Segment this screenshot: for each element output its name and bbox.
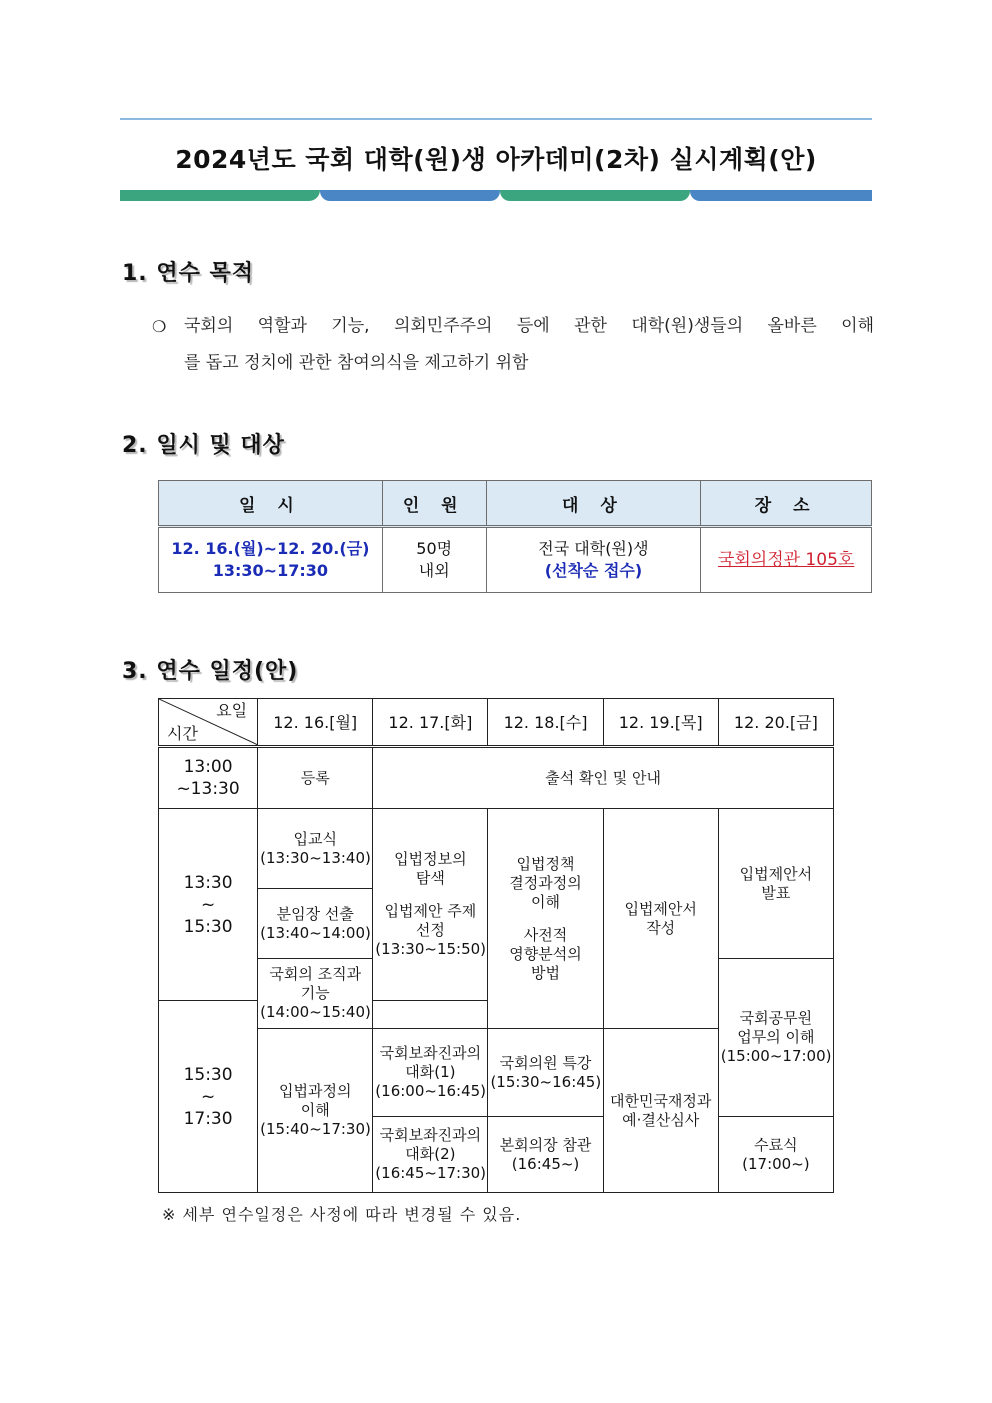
cell-thu-proposal-writing: 입법제안서 작성 — [603, 809, 718, 1029]
header-place: 장 소 — [701, 481, 872, 527]
schedule-info-table — [158, 480, 872, 593]
header-count: 인 원 — [382, 481, 486, 527]
cell-mon-leader: 분임장 선출 (13:40~14:00) — [258, 889, 373, 959]
day-header-tue: 12. 17.[화] — [373, 699, 488, 747]
purpose-line-1: 국회의 역할과 기능, 의회민주주의 등에 관한 대학(원)생들의 올바른 이해 — [184, 316, 874, 336]
time-slot-2: 13:30 ~ 15:30 — [159, 809, 258, 1001]
day-header-wed: 12. 18.[수] — [488, 699, 603, 747]
cell-fri-graduation: 수료식 (17:00~) — [718, 1117, 833, 1193]
circle-bullet-icon: ❍ — [152, 317, 167, 336]
cell-fri-proposal-presentation: 입법제안서 발표 — [718, 809, 833, 959]
cell-mon-organization: 국회의 조직과 기능 (14:00~15:40) — [258, 959, 373, 1029]
cell-tue-staff-talk-2: 국회보좌진과의 대화(2) (16:45~17:30) — [373, 1117, 488, 1193]
section3-heading: 3. 연수 일정(안) — [122, 659, 299, 684]
cell-target: 전국 대학(원)생 (선착순 접수) — [486, 527, 701, 593]
cell-wed-lecture: 국회의원 특강 (15:30~16:45) — [488, 1029, 603, 1117]
section1-heading: 1. 연수 목적 — [122, 261, 254, 286]
day-header-mon: 12. 16.[월] — [258, 699, 373, 747]
cell-thu-budget: 대한민국재정과 예·결산심사 — [603, 1029, 718, 1193]
cell-fri-public-service: 국회공무원 업무의 이해 (15:00~17:00) — [718, 959, 833, 1117]
cell-attendance: 출석 확인 및 안내 — [373, 747, 834, 809]
title-block — [120, 118, 872, 204]
cell-tue-staff-talk-1: 국회보좌진과의 대화(1) (16:00~16:45) — [373, 1029, 488, 1117]
section2-heading: 2. 일시 및 대상 — [122, 433, 285, 458]
cell-place: 국회의정관 105호 — [701, 527, 872, 593]
day-header-thu: 12. 19.[목] — [603, 699, 718, 747]
purpose-line-2: 를 돕고 정치에 관한 참여의식을 제고하기 위함 — [184, 353, 529, 373]
header-target: 대 상 — [486, 481, 701, 527]
cell-tue-legislative-info: 입법정보의 탐색 입법제안 주제 선정 (13:30~15:50) — [373, 809, 488, 1001]
cell-wed-plenary-visit: 본회의장 참관 (16:45~) — [488, 1117, 603, 1193]
time-slot-1: 13:00 ~13:30 — [159, 747, 258, 809]
cell-wed-policy: 입법정책 결정과정의 이해 사전적 영향분석의 방법 — [488, 809, 603, 1029]
cell-count: 50명 내외 — [382, 527, 486, 593]
cell-mon-legislative-process: 입법과정의 이해 (15:40~17:30) — [258, 1029, 373, 1193]
training-schedule-table — [158, 698, 834, 1193]
time-slot-3: 15:30 ~ 17:30 — [159, 1001, 258, 1193]
header-date: 일 시 — [159, 481, 383, 527]
title-decor-bar — [120, 190, 872, 201]
page-title: 2024년도 국회 대학(원)생 아카데미(2차) 실시계획(안) — [175, 145, 817, 174]
schedule-note: ※ 세부 연수일정은 사정에 따라 변경될 수 있음. — [162, 1205, 522, 1224]
day-header-fri: 12. 20.[금] — [718, 699, 833, 747]
cell-mon-entrance: 입교식 (13:30~13:40) — [258, 809, 373, 889]
corner-header: 요일 시간 — [159, 699, 258, 747]
cell-date: 12. 16.(월)~12. 20.(금) 13:30~17:30 — [159, 527, 383, 593]
title-top-rule — [120, 118, 872, 120]
cell-registration: 등록 — [258, 747, 373, 809]
